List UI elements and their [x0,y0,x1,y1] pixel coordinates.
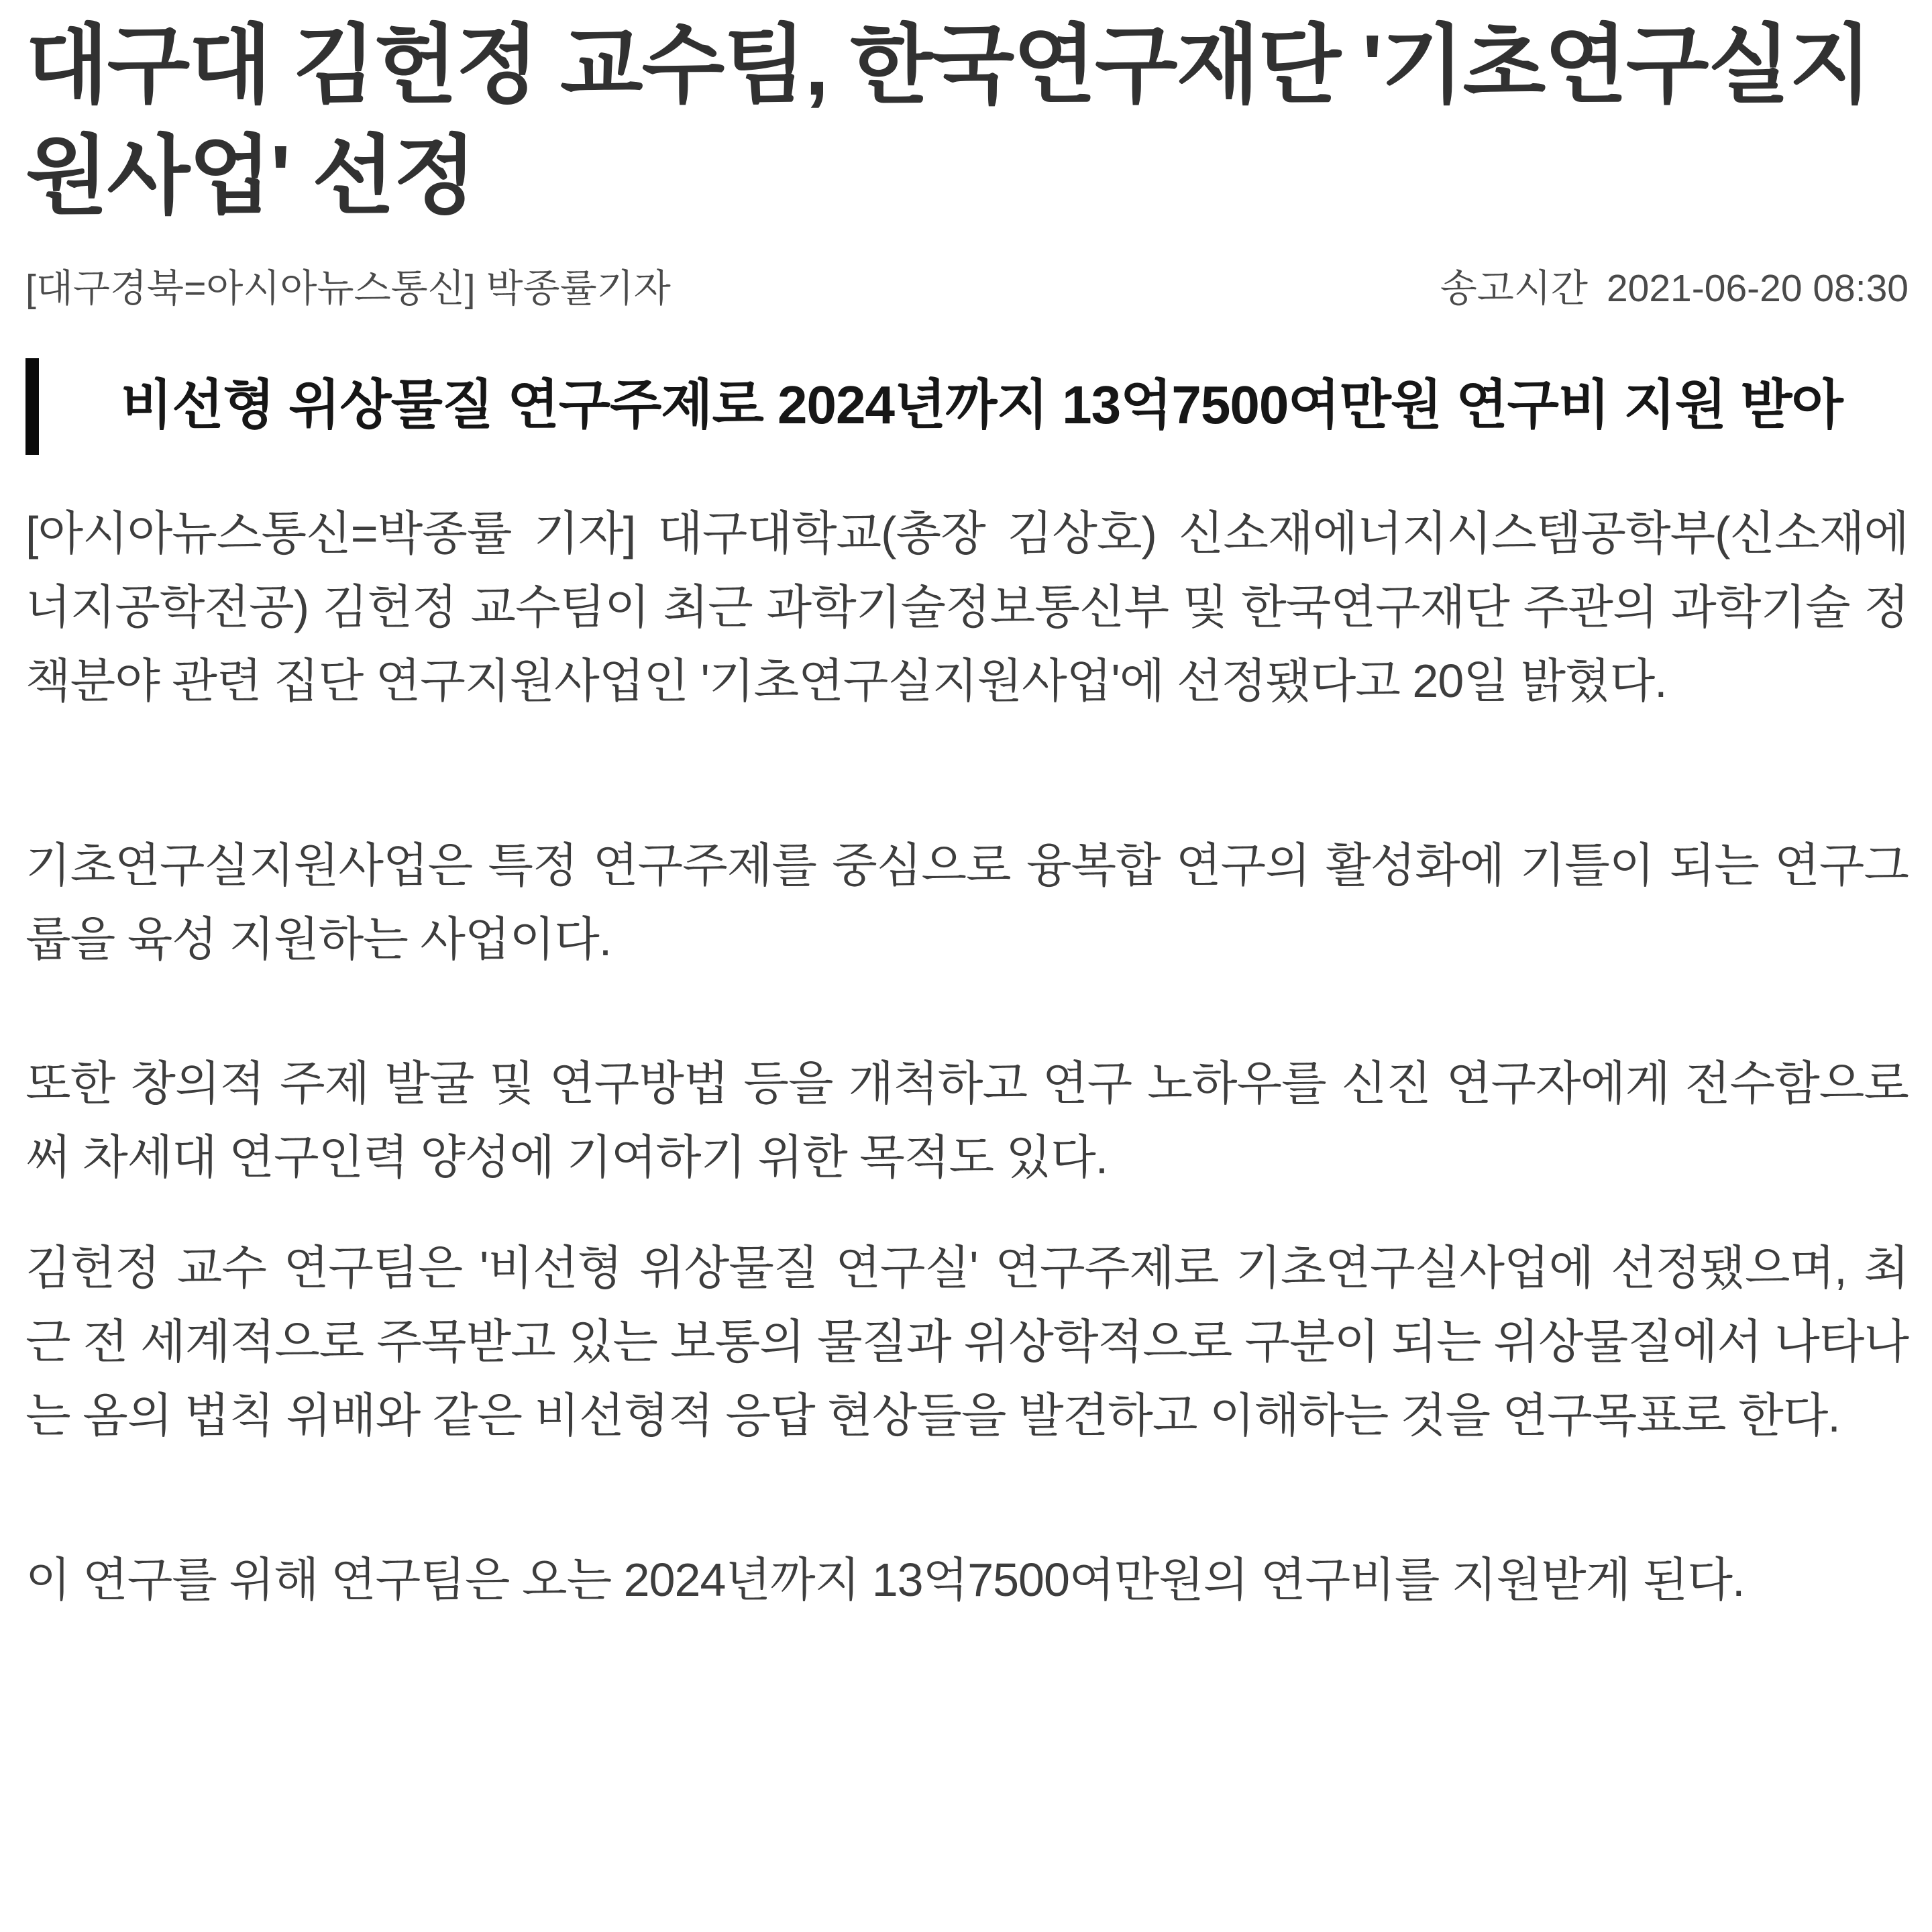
byline-row [25,265,1909,313]
publish-time-group [1440,265,1909,313]
publish-time-label: 송고시간 [1440,267,1588,310]
article-paragraph: 이 연구를 위해 연구팀은 오는 2024년까지 13억7500여만원의 연구비를 지원받게 된다. [25,1554,1745,1607]
article-paragraph: 기초연구실지원사업은 특정 연구주제를 중심으로 융복합 연구의 활성화에 기틀이 되는 연구그룹을 육성 지원하는 사업이다. [25,839,1909,966]
byline: [대구경북=아시아뉴스통신] 박종률기자 [25,267,671,310]
article-body [25,496,1909,1617]
page-title: 대구대 김헌정 교수팀, 한국연구재단 '기초연구실지원사업' 선정 [25,17,1871,224]
article-subhead: 비선형 위상물질 연구주제로 2024년까지 13억7500여만원 연구비 지원 받아 [25,358,1909,455]
article-paragraph: 또한 창의적 주제 발굴 및 연구방법 등을 개척하고 연구 노하우를 신진 연구자에게 전수함으로써 차세대 연구인력 양성에 기여하기 위한 목적도 있다. [25,1057,1909,1184]
publish-timestamp: 2021-06-20 08:30 [1606,267,1909,310]
article-paragraph: [아시아뉴스통신=박종률 기자] 대구대학교(총장 김상호) 신소재에너지시스템공학부(신소재에너지공학전공) 김헌정 교수팀이 최근 과학기술정보통신부 및 한국연구재단 주관의 과학기술 정책분야 관련 집단 연구지원사업인 '기초연구실지원사업'에 선정됐다고 20일 밝혔다. [25,507,1909,708]
article-paragraph: 김헌정 교수 연구팀은 '비선형 위상물질 연구실' 연구주제로 기초연구실사업에 선정됐으며, 최근 전 세계적으로 주목받고 있는 보통의 물질과 위상학적으로 구분이 되는 위상물질에서 나타나는 옴의 법칙 위배와 같은 비선형적 응답 현상들을 발견하고 이해하는 것을 연구목표로 한다. [25,1242,1909,1442]
